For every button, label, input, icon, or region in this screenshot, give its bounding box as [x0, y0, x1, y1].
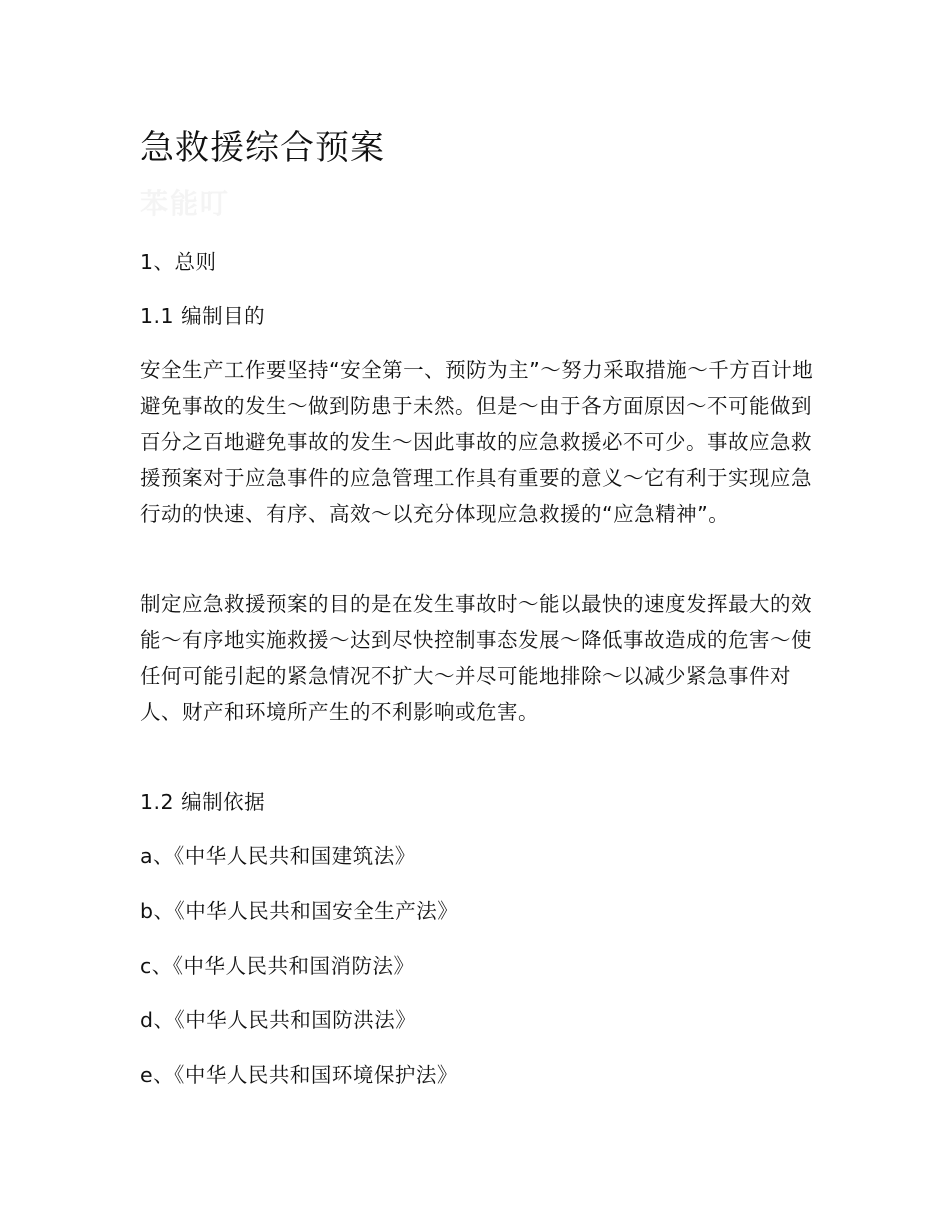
section-heading-basis: 1.2 编制依据	[140, 790, 266, 814]
basis-item: c、《中华人民共和国消防法》	[140, 954, 415, 978]
document-title: 急救援综合预案	[140, 128, 385, 168]
paragraph-purpose-1: 安全生产工作要坚持“安全第一、预防为主”～努力采取措施～千方百计地避免事故的发生～做到防患于未然。但是～由于各方面原因～不可能做到百分之百地避免事故的发生～因此事故的应急救援必不可少。事故应急救援预案对于应急事件的应急管理工作具有重要的意义～它有利于实现应急行动的快速、有序、高效～以充分体现应急救援的“应急精神”。	[140, 358, 814, 526]
basis-item: e、《中华人民共和国环境保护法》	[140, 1063, 458, 1087]
basis-item: d、《中华人民共和国防洪法》	[140, 1008, 417, 1032]
faint-stamp-text: 苯能叮	[140, 187, 231, 220]
basis-item: a、《中华人民共和国建筑法》	[140, 844, 416, 868]
section-heading-purpose: 1.1 编制目的	[140, 304, 266, 328]
section-heading-general: 1、总则	[140, 250, 217, 274]
basis-item: b、《中华人民共和国安全生产法》	[140, 899, 459, 923]
paragraph-purpose-2: 制定应急救援预案的目的是在发生事故时～能以最快的速度发挥最大的效能～有序地实施救援～达到尽快控制事态发展～降低事故造成的危害～使任何可能引起的紧急情况不扩大～并尽可能地排除～以减少紧急事件对人、财产和环境所产生的不利影响或危害。	[140, 592, 812, 724]
